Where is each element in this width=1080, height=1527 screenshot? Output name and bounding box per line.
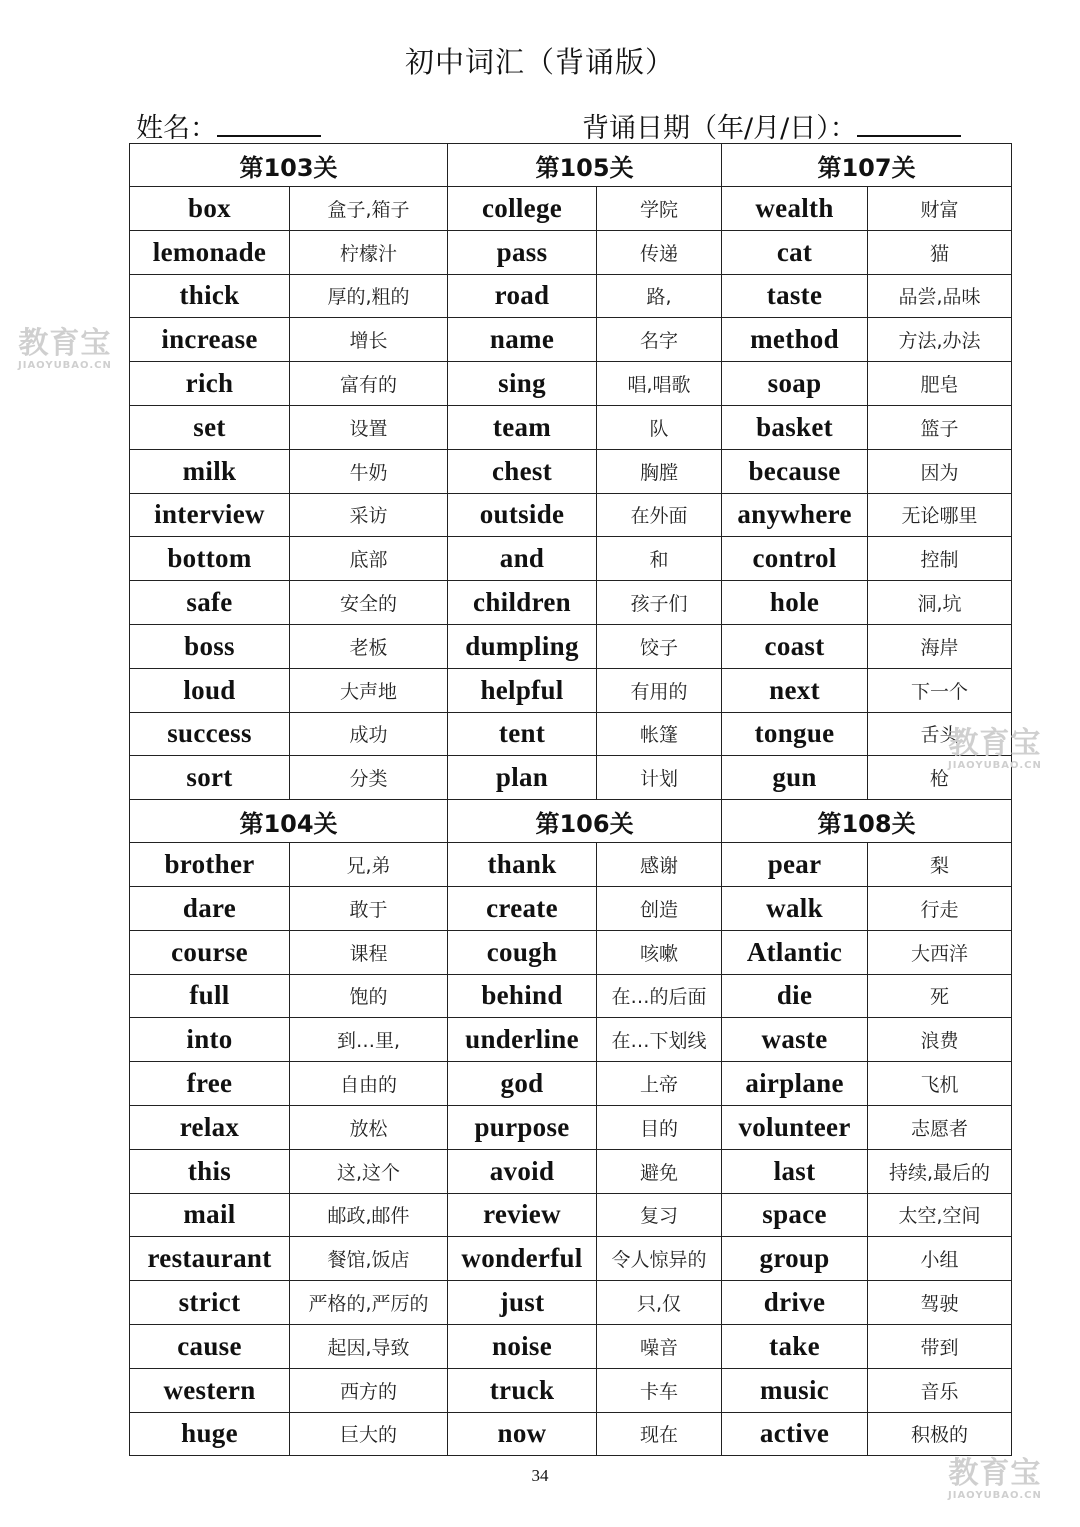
english-word: noise: [448, 1324, 597, 1368]
chinese-meaning: 因为: [868, 449, 1012, 493]
english-word: Atlantic: [722, 930, 868, 974]
english-word: loud: [130, 668, 290, 712]
english-word: boss: [130, 624, 290, 668]
english-word: tongue: [722, 712, 868, 756]
english-word: music: [722, 1368, 868, 1412]
chinese-meaning: 噪音: [597, 1324, 722, 1368]
chinese-meaning: 大声地: [290, 668, 448, 712]
chinese-meaning: 在…下划线: [597, 1018, 722, 1062]
chinese-meaning: 底部: [290, 537, 448, 581]
chinese-meaning: 设置: [290, 405, 448, 449]
chinese-meaning: 和: [597, 537, 722, 581]
name-field: [136, 106, 321, 145]
chinese-meaning: 浪费: [868, 1018, 1012, 1062]
english-word: die: [722, 974, 868, 1018]
level-header: 第104关: [130, 800, 448, 843]
english-word: relax: [130, 1105, 290, 1149]
english-word: walk: [722, 886, 868, 930]
english-word: cause: [130, 1324, 290, 1368]
english-word: avoid: [448, 1149, 597, 1193]
table-row: [130, 886, 1012, 930]
chinese-meaning: 传递: [597, 230, 722, 274]
table-row: [130, 1368, 1012, 1412]
chinese-meaning: 牛奶: [290, 449, 448, 493]
english-word: control: [722, 537, 868, 581]
english-word: into: [130, 1018, 290, 1062]
english-word: soap: [722, 362, 868, 406]
chinese-meaning: 老板: [290, 624, 448, 668]
english-word: pear: [722, 843, 868, 887]
chinese-meaning: 自由的: [290, 1062, 448, 1106]
chinese-meaning: 孩子们: [597, 581, 722, 625]
page-title: 初中词汇（背诵版）: [404, 45, 675, 79]
english-word: helpful: [448, 668, 597, 712]
chinese-meaning: 起因,导致: [290, 1324, 448, 1368]
chinese-meaning: 驾驶: [868, 1281, 1012, 1325]
english-word: box: [130, 187, 290, 231]
english-word: dare: [130, 886, 290, 930]
watermark-logo: 教育宝 JIAOYUBAO.CN: [18, 326, 112, 371]
chinese-meaning: 只,仅: [597, 1281, 722, 1325]
english-word: space: [722, 1193, 868, 1237]
chinese-meaning: 飞机: [868, 1062, 1012, 1106]
chinese-meaning: 放松: [290, 1105, 448, 1149]
chinese-meaning: 学院: [597, 187, 722, 231]
chinese-meaning: 积极的: [868, 1412, 1012, 1456]
english-word: purpose: [448, 1105, 597, 1149]
english-word: rich: [130, 362, 290, 406]
chinese-meaning: 帐篷: [597, 712, 722, 756]
chinese-meaning: 舌头: [868, 712, 1012, 756]
english-word: set: [130, 405, 290, 449]
english-word: cough: [448, 930, 597, 974]
chinese-meaning: 目的: [597, 1105, 722, 1149]
level-header: 第106关: [448, 800, 722, 843]
english-word: create: [448, 886, 597, 930]
chinese-meaning: 这,这个: [290, 1149, 448, 1193]
table-row: [130, 274, 1012, 318]
watermark-logo: 教育宝 JIAOYUBAO.CN: [948, 726, 1042, 771]
chinese-meaning: 避免: [597, 1149, 722, 1193]
english-word: children: [448, 581, 597, 625]
table-row: [130, 187, 1012, 231]
chinese-meaning: 厚的,粗的: [290, 274, 448, 318]
table-row: [130, 405, 1012, 449]
date-blank: [857, 113, 961, 137]
chinese-meaning: 洞,坑: [868, 581, 1012, 625]
chinese-meaning: 课程: [290, 930, 448, 974]
chinese-meaning: 柠檬汁: [290, 230, 448, 274]
english-word: god: [448, 1062, 597, 1106]
chinese-meaning: 采访: [290, 493, 448, 537]
chinese-meaning: 持续,最后的: [868, 1149, 1012, 1193]
chinese-meaning: 西方的: [290, 1368, 448, 1412]
chinese-meaning: 路,: [597, 274, 722, 318]
english-word: review: [448, 1193, 597, 1237]
chinese-meaning: 感谢: [597, 843, 722, 887]
chinese-meaning: 饺子: [597, 624, 722, 668]
english-word: thank: [448, 843, 597, 887]
chinese-meaning: 控制: [868, 537, 1012, 581]
chinese-meaning: 严格的,严厉的: [290, 1281, 448, 1325]
chinese-meaning: 在外面: [597, 493, 722, 537]
english-word: last: [722, 1149, 868, 1193]
chinese-meaning: 分类: [290, 756, 448, 800]
chinese-meaning: 胸膛: [597, 449, 722, 493]
chinese-meaning: 巨大的: [290, 1412, 448, 1456]
chinese-meaning: 敢于: [290, 886, 448, 930]
table-row: [130, 362, 1012, 406]
table-row: [130, 624, 1012, 668]
english-word: taste: [722, 274, 868, 318]
english-word: next: [722, 668, 868, 712]
section-header-row: [130, 144, 1012, 187]
english-word: coast: [722, 624, 868, 668]
name-blank: [217, 113, 321, 137]
english-word: name: [448, 318, 597, 362]
chinese-meaning: 队: [597, 405, 722, 449]
english-word: waste: [722, 1018, 868, 1062]
english-word: this: [130, 1149, 290, 1193]
english-word: full: [130, 974, 290, 1018]
english-word: interview: [130, 493, 290, 537]
chinese-meaning: 枪: [868, 756, 1012, 800]
table-row: [130, 1193, 1012, 1237]
english-word: huge: [130, 1412, 290, 1456]
date-label: 背诵日期（年/月/日）：: [582, 113, 857, 144]
english-word: behind: [448, 974, 597, 1018]
english-word: western: [130, 1368, 290, 1412]
chinese-meaning: 现在: [597, 1412, 722, 1456]
chinese-meaning: 小组: [868, 1237, 1012, 1281]
chinese-meaning: 带到: [868, 1324, 1012, 1368]
english-word: and: [448, 537, 597, 581]
english-word: airplane: [722, 1062, 868, 1106]
table-row: [130, 1281, 1012, 1325]
chinese-meaning: 篮子: [868, 405, 1012, 449]
chinese-meaning: 创造: [597, 886, 722, 930]
table-row: [130, 843, 1012, 887]
chinese-meaning: 令人惊异的: [597, 1237, 722, 1281]
table-row: [130, 974, 1012, 1018]
chinese-meaning: 在…的后面: [597, 974, 722, 1018]
chinese-meaning: 饱的: [290, 974, 448, 1018]
chinese-meaning: 有用的: [597, 668, 722, 712]
english-word: strict: [130, 1281, 290, 1325]
english-word: group: [722, 1237, 868, 1281]
table-row: [130, 1149, 1012, 1193]
chinese-meaning: 复习: [597, 1193, 722, 1237]
chinese-meaning: 财富: [868, 187, 1012, 231]
page-number: 34: [531, 1466, 549, 1485]
chinese-meaning: 太空,空间: [868, 1193, 1012, 1237]
english-word: take: [722, 1324, 868, 1368]
chinese-meaning: 安全的: [290, 581, 448, 625]
table-row: [130, 1062, 1012, 1106]
level-header: 第108关: [722, 800, 1012, 843]
chinese-meaning: 方法,办法: [868, 318, 1012, 362]
english-word: success: [130, 712, 290, 756]
table-row: [130, 230, 1012, 274]
chinese-meaning: 下一个: [868, 668, 1012, 712]
level-header: 第103关: [130, 144, 448, 187]
table-row: [130, 1324, 1012, 1368]
english-word: cat: [722, 230, 868, 274]
english-word: restaurant: [130, 1237, 290, 1281]
chinese-meaning: 无论哪里: [868, 493, 1012, 537]
english-word: underline: [448, 1018, 597, 1062]
english-word: college: [448, 187, 597, 231]
chinese-meaning: 梨: [868, 843, 1012, 887]
chinese-meaning: 唱,唱歌: [597, 362, 722, 406]
level-header: 第107关: [722, 144, 1012, 187]
english-word: team: [448, 405, 597, 449]
table-row: [130, 712, 1012, 756]
name-label: 姓名：: [136, 113, 217, 144]
chinese-meaning: 餐馆,饭店: [290, 1237, 448, 1281]
table-row: [130, 318, 1012, 362]
watermark-logo: 教育宝 JIAOYUBAO.CN: [948, 1456, 1042, 1501]
english-word: brother: [130, 843, 290, 887]
table-row: [130, 1412, 1012, 1456]
chinese-meaning: 盒子,箱子: [290, 187, 448, 231]
english-word: truck: [448, 1368, 597, 1412]
english-word: sing: [448, 362, 597, 406]
chinese-meaning: 行走: [868, 886, 1012, 930]
english-word: course: [130, 930, 290, 974]
chinese-meaning: 志愿者: [868, 1105, 1012, 1149]
date-field: [582, 106, 961, 145]
chinese-meaning: 咳嗽: [597, 930, 722, 974]
english-word: anywhere: [722, 493, 868, 537]
table-row: [130, 1105, 1012, 1149]
level-header: 第105关: [448, 144, 722, 187]
english-word: increase: [130, 318, 290, 362]
english-word: wealth: [722, 187, 868, 231]
english-word: bottom: [130, 537, 290, 581]
chinese-meaning: 计划: [597, 756, 722, 800]
chinese-meaning: 音乐: [868, 1368, 1012, 1412]
english-word: gun: [722, 756, 868, 800]
english-word: mail: [130, 1193, 290, 1237]
english-word: dumpling: [448, 624, 597, 668]
english-word: just: [448, 1281, 597, 1325]
table-row: [130, 493, 1012, 537]
english-word: method: [722, 318, 868, 362]
english-word: milk: [130, 449, 290, 493]
english-word: pass: [448, 230, 597, 274]
english-word: wonderful: [448, 1237, 597, 1281]
english-word: now: [448, 1412, 597, 1456]
table-row: [130, 1237, 1012, 1281]
english-word: because: [722, 449, 868, 493]
english-word: outside: [448, 493, 597, 537]
english-word: basket: [722, 405, 868, 449]
english-word: plan: [448, 756, 597, 800]
table-row: [130, 1018, 1012, 1062]
chinese-meaning: 到…里,: [290, 1018, 448, 1062]
english-word: lemonade: [130, 230, 290, 274]
chinese-meaning: 肥皂: [868, 362, 1012, 406]
chinese-meaning: 海岸: [868, 624, 1012, 668]
table-row: [130, 756, 1012, 800]
chinese-meaning: 兄,弟: [290, 843, 448, 887]
english-word: thick: [130, 274, 290, 318]
chinese-meaning: 增长: [290, 318, 448, 362]
table-row: [130, 581, 1012, 625]
vocabulary-table: [129, 143, 1012, 1456]
chinese-meaning: 富有的: [290, 362, 448, 406]
english-word: free: [130, 1062, 290, 1106]
chinese-meaning: 品尝,品味: [868, 274, 1012, 318]
chinese-meaning: 卡车: [597, 1368, 722, 1412]
english-word: chest: [448, 449, 597, 493]
table-row: [130, 930, 1012, 974]
english-word: drive: [722, 1281, 868, 1325]
chinese-meaning: 成功: [290, 712, 448, 756]
section-header-row: [130, 800, 1012, 843]
table-row: [130, 449, 1012, 493]
table-row: [130, 668, 1012, 712]
chinese-meaning: 名字: [597, 318, 722, 362]
chinese-meaning: 大西洋: [868, 930, 1012, 974]
chinese-meaning: 上帝: [597, 1062, 722, 1106]
chinese-meaning: 死: [868, 974, 1012, 1018]
english-word: sort: [130, 756, 290, 800]
english-word: volunteer: [722, 1105, 868, 1149]
english-word: safe: [130, 581, 290, 625]
chinese-meaning: 邮政,邮件: [290, 1193, 448, 1237]
english-word: active: [722, 1412, 868, 1456]
english-word: hole: [722, 581, 868, 625]
english-word: tent: [448, 712, 597, 756]
chinese-meaning: 猫: [868, 230, 1012, 274]
table-row: [130, 537, 1012, 581]
english-word: road: [448, 274, 597, 318]
